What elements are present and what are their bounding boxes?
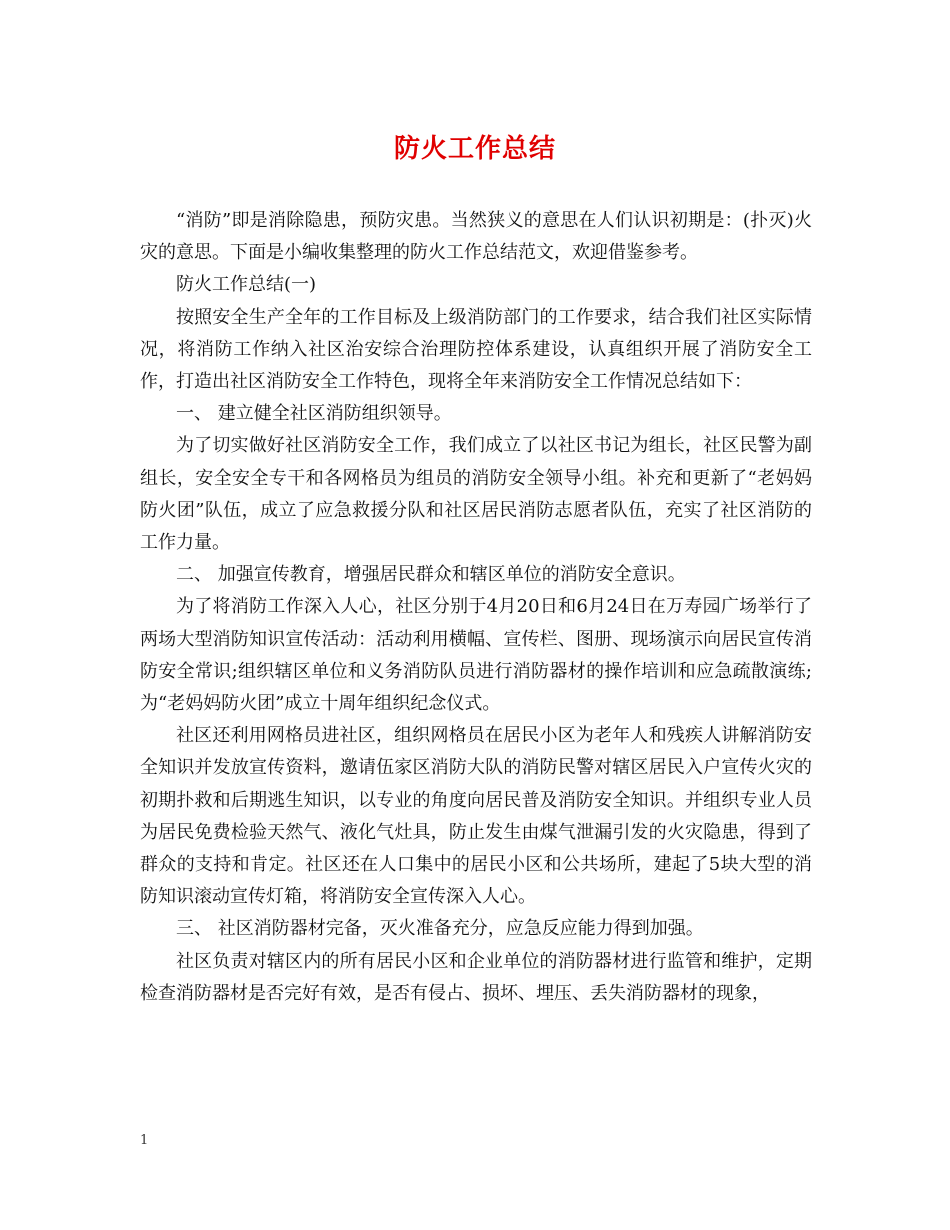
section-heading-three: 三、 社区消防器材完备，灭火准备充分，应急反应能力得到加强。 — [176, 918, 704, 940]
body-paragraph: 为了切实做好社区消防安全工作，我们成立了以社区书记为组长，社区民警为副组长，安全安全专干和各网格员为组员的消防安全领导小组。补充和更新了“老妈妈防火团”队伍，成立了应急救援分队和社区居民消防志愿者队伍，充实了社区消防的工作力量。 — [140, 435, 812, 554]
document-title: 防火工作总结 — [393, 134, 556, 164]
body-paragraph: 为了将消防工作深入人心，社区分别于4月20日和6月24日在万寿园广场举行了两场大型消防知识宣传活动：活动利用横幅、宣传栏、图册、现场演示向居民宣传消防安全常识;组织辖区单位和义务消防队员进行消防器材的操作培训和应急疏散演练;为“老妈妈防火团”成立十周年组织纪念仪式。 — [140, 596, 812, 715]
section-heading-one: 一、 建立健全社区消防组织领导。 — [176, 403, 452, 425]
body-paragraph: 按照安全生产全年的工作目标及上级消防部门的工作要求，结合我们社区实际情况，将消防工作纳入社区治安综合治理防控体系建设，认真组织开展了消防安全工作，打造出社区消防安全工作特色，现将全年来消防安全工作情况总结如下： — [140, 306, 812, 393]
intro-paragraph: “消防”即是消除隐患，预防灾患。当然狭义的意思在人们认识初期是：(扑灭)火灾的意思。下面是小编收集整理的防火工作总结范文，欢迎借鉴参考。 — [140, 210, 812, 264]
body-paragraph: 社区负责对辖区内的所有居民小区和企业单位的消防器材进行监管和维护，定期检查消防器材是否完好有效，是否有侵占、损坏、埋压、丢失消防器材的现象， — [140, 950, 812, 1004]
document-body — [140, 205, 812, 1010]
section-heading-two: 二、 加强宣传教育，增强居民群众和辖区单位的消防安全意识。 — [176, 564, 686, 586]
page-number: 1 — [140, 1133, 149, 1148]
section-heading-summary-one: 防火工作总结(一) — [176, 274, 317, 296]
body-paragraph: 社区还利用网格员进社区，组织网格员在居民小区为老年人和残疾人讲解消防安全知识并发放宣传资料，邀请伍家区消防大队的消防民警对辖区居民入户宣传火灾的初期扑救和后期逃生知识，以专业的角度向居民普及消防安全知识。并组织专业人员为居民免费检验天然气、液化气灶具，防止发生由煤气泄漏引发的火灾隐患，得到了群众的支持和肯定。社区还在人口集中的居民小区和公共场所，建起了5块大型的消防知识滚动宣传灯箱，将消防安全宣传深入人心。 — [140, 725, 812, 908]
